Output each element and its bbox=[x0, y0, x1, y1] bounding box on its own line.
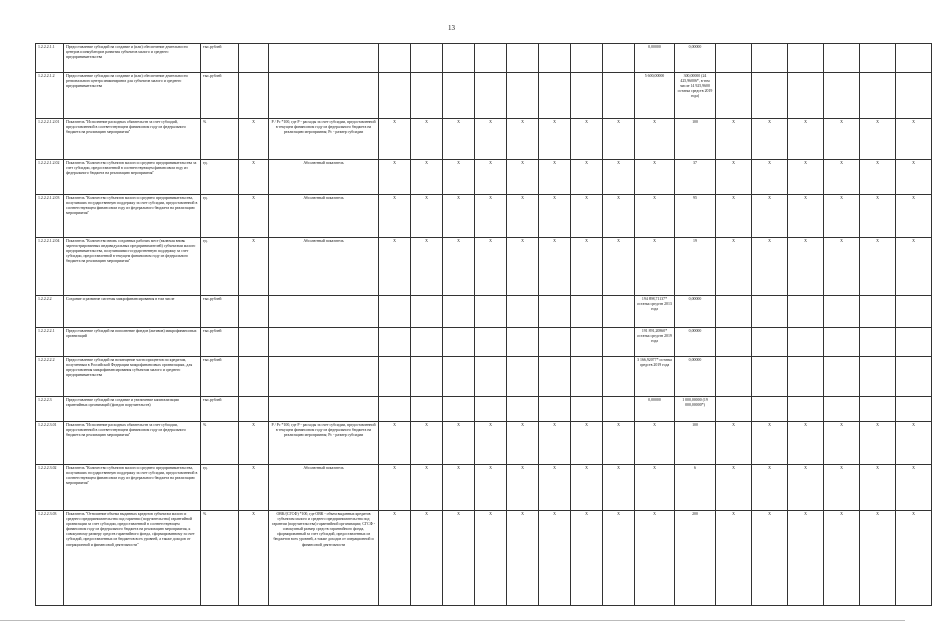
row-mark-cell: X bbox=[411, 465, 443, 511]
row-code-cell: 1.2.2.2.1.2 bbox=[36, 73, 64, 119]
row-mark-cell: X bbox=[507, 511, 539, 606]
table-row bbox=[36, 397, 932, 422]
row-mark-cell bbox=[539, 296, 571, 328]
row-mark-cell: X bbox=[716, 511, 752, 606]
row-mark-cell bbox=[539, 357, 571, 397]
row-mark-cell bbox=[539, 328, 571, 357]
row-value-2019-cell: X bbox=[635, 195, 675, 238]
row-value-2020-cell: 100 bbox=[675, 422, 716, 465]
row-mark-cell: X bbox=[571, 119, 603, 160]
row-mark-cell: X bbox=[239, 195, 269, 238]
row-name-cell: Предоставление субсидий на создание и (или) обеспечение деятельности центров и инкубаторов развития субъектов малого и среднего предпринимательства bbox=[64, 44, 201, 73]
row-value-2020-cell: 19 bbox=[675, 238, 716, 296]
row-mark-cell bbox=[443, 397, 475, 422]
row-mark-cell bbox=[603, 44, 635, 73]
row-mark-cell bbox=[824, 328, 860, 357]
row-code-cell: 1.2.2.2.3 bbox=[36, 397, 64, 422]
table-row bbox=[36, 73, 932, 119]
row-value-2020-cell: 0,00000 bbox=[675, 328, 716, 357]
row-mark-cell bbox=[716, 397, 752, 422]
row-name-cell: Показатель "Количество субъектов малого и среднего предпринимательства за счет субсидии, предоставленной в соответствующем финансовом году из федерального бюджета на реализацию мероприятия" bbox=[64, 160, 201, 195]
row-value-2020-cell: 200 bbox=[675, 511, 716, 606]
row-mark-cell: X bbox=[539, 160, 571, 195]
row-mark-cell bbox=[860, 296, 896, 328]
row-mark-cell: X bbox=[539, 465, 571, 511]
row-mark-cell bbox=[896, 73, 932, 119]
scan-edge-line bbox=[0, 620, 905, 621]
table-row bbox=[36, 238, 932, 296]
row-code-cell: 1.2.2.2.1.1 bbox=[36, 44, 64, 73]
row-mark-cell: X bbox=[603, 160, 635, 195]
row-mark-cell: X bbox=[788, 238, 824, 296]
row-unit-cell: % bbox=[201, 511, 239, 606]
row-unit-cell: тыс.рублей bbox=[201, 357, 239, 397]
row-mark-cell: X bbox=[443, 160, 475, 195]
row-mark-cell bbox=[379, 44, 411, 73]
row-value-2020-cell: 1 000,00000 (19 000,00000*) bbox=[675, 397, 716, 422]
row-mark-cell bbox=[860, 328, 896, 357]
row-formula-cell: Р / Рс *100, где Р - расходы за счет субсидии, предоставленной в текущем финансовом году из федерального бюджета на реализацию мероприятия; Рс - размер субсидии bbox=[269, 119, 379, 160]
row-mark-cell bbox=[603, 357, 635, 397]
row-value-2019-cell: X bbox=[635, 422, 675, 465]
row-mark-cell: X bbox=[411, 422, 443, 465]
row-mark-cell: X bbox=[539, 422, 571, 465]
row-mark-cell bbox=[896, 44, 932, 73]
row-mark-cell bbox=[475, 73, 507, 119]
row-mark-cell bbox=[824, 397, 860, 422]
row-mark-cell bbox=[571, 397, 603, 422]
row-mark-cell: X bbox=[507, 119, 539, 160]
row-unit-cell: тыс.рублей bbox=[201, 44, 239, 73]
row-mark-cell bbox=[716, 357, 752, 397]
row-mark-cell: X bbox=[475, 119, 507, 160]
row-code-cell: 1.2.2.2.3.02 bbox=[36, 465, 64, 511]
row-mark-cell bbox=[824, 357, 860, 397]
row-formula-cell bbox=[269, 44, 379, 73]
row-mark-cell: X bbox=[379, 160, 411, 195]
row-value-2019-cell: 191 891,20860* остатка средств 2019 года bbox=[635, 328, 675, 357]
row-mark-cell bbox=[571, 296, 603, 328]
row-mark-cell: X bbox=[475, 160, 507, 195]
row-mark-cell: X bbox=[860, 238, 896, 296]
table-row bbox=[36, 195, 932, 238]
row-code-cell: 1.2.2.2.2.2 bbox=[36, 357, 64, 397]
row-mark-cell bbox=[379, 397, 411, 422]
row-name-cell: Создание и развитие системы микрофинансирования в том числе bbox=[64, 296, 201, 328]
row-name-cell: Предоставление субсидии на создание и (или) обеспечение деятельности регионального центра инжиниринга для субъектов малого и среднего предпринимательства bbox=[64, 73, 201, 119]
row-mark-cell: X bbox=[860, 195, 896, 238]
row-name-cell: Показатель "Количество субъектов малого и среднего предпринимательства, получивших государственную поддержку за счет субсидии, предоставленной в соответствующем финансовом году из федерального бюджета на реализацию мероприятия" bbox=[64, 465, 201, 511]
row-mark-cell bbox=[603, 397, 635, 422]
row-mark-cell bbox=[896, 296, 932, 328]
row-mark-cell: X bbox=[603, 238, 635, 296]
row-mark-cell: X bbox=[824, 195, 860, 238]
row-mark-cell bbox=[788, 328, 824, 357]
row-mark-cell bbox=[716, 328, 752, 357]
row-value-2019-cell: X bbox=[635, 465, 675, 511]
row-mark-cell bbox=[239, 44, 269, 73]
program-table bbox=[35, 43, 932, 606]
row-mark-cell: X bbox=[443, 238, 475, 296]
row-mark-cell: X bbox=[507, 422, 539, 465]
row-value-2020-cell: 0,00000 bbox=[675, 357, 716, 397]
row-mark-cell: X bbox=[475, 465, 507, 511]
row-code-cell: 1.2.2.2.1.2.04 bbox=[36, 238, 64, 296]
row-mark-cell: X bbox=[443, 422, 475, 465]
row-name-cell: Показатель "Количество вновь созданных рабочих мест (включая вновь зарегистрированных индивидуальных предпринимателей) субъектами малого предпринимательства, получившими государственную поддержку за счет субсидии, предоставленной в текущем финансовом году из федерального бюджета на реализацию мероприятия" bbox=[64, 238, 201, 296]
row-mark-cell: X bbox=[443, 511, 475, 606]
row-mark-cell: X bbox=[752, 511, 788, 606]
row-mark-cell: X bbox=[379, 195, 411, 238]
row-unit-cell: тыс.рублей bbox=[201, 296, 239, 328]
row-mark-cell: X bbox=[716, 422, 752, 465]
row-mark-cell: X bbox=[752, 119, 788, 160]
row-mark-cell bbox=[379, 296, 411, 328]
row-mark-cell: X bbox=[603, 119, 635, 160]
row-mark-cell bbox=[824, 44, 860, 73]
row-mark-cell: X bbox=[571, 511, 603, 606]
row-mark-cell bbox=[752, 328, 788, 357]
row-mark-cell: X bbox=[788, 465, 824, 511]
table-row bbox=[36, 160, 932, 195]
row-mark-cell bbox=[539, 44, 571, 73]
row-mark-cell: X bbox=[896, 160, 932, 195]
row-mark-cell bbox=[443, 328, 475, 357]
table-row bbox=[36, 328, 932, 357]
row-mark-cell bbox=[716, 44, 752, 73]
row-mark-cell: X bbox=[824, 160, 860, 195]
table-row bbox=[36, 44, 932, 73]
row-mark-cell bbox=[239, 296, 269, 328]
row-mark-cell bbox=[752, 296, 788, 328]
row-mark-cell bbox=[752, 397, 788, 422]
row-mark-cell: X bbox=[239, 465, 269, 511]
row-mark-cell bbox=[379, 73, 411, 119]
row-mark-cell bbox=[239, 397, 269, 422]
row-mark-cell bbox=[539, 73, 571, 119]
row-mark-cell: X bbox=[539, 119, 571, 160]
row-mark-cell bbox=[379, 357, 411, 397]
row-mark-cell: X bbox=[443, 119, 475, 160]
row-mark-cell bbox=[716, 296, 752, 328]
row-mark-cell bbox=[824, 296, 860, 328]
row-mark-cell: X bbox=[752, 465, 788, 511]
row-value-2020-cell: 95 bbox=[675, 195, 716, 238]
row-formula-cell: Абсолютный показатель bbox=[269, 465, 379, 511]
row-mark-cell bbox=[507, 328, 539, 357]
row-mark-cell: X bbox=[896, 119, 932, 160]
row-mark-cell bbox=[443, 296, 475, 328]
row-mark-cell bbox=[411, 357, 443, 397]
row-mark-cell: X bbox=[475, 238, 507, 296]
row-name-cell: Предоставление субсидий на создание и увеличение капитализации гарантийных организаций (фондов поручительств) bbox=[64, 397, 201, 422]
row-mark-cell: X bbox=[571, 238, 603, 296]
row-unit-cell: ед. bbox=[201, 465, 239, 511]
row-mark-cell bbox=[411, 296, 443, 328]
row-mark-cell: X bbox=[788, 422, 824, 465]
row-value-2019-cell: 194 898,71137* остатка средств 2013 года bbox=[635, 296, 675, 328]
row-value-2019-cell: X bbox=[635, 119, 675, 160]
row-mark-cell bbox=[539, 397, 571, 422]
row-mark-cell bbox=[411, 328, 443, 357]
row-mark-cell: X bbox=[716, 119, 752, 160]
row-value-2019-cell: 5 600,00000 bbox=[635, 73, 675, 119]
row-mark-cell: X bbox=[239, 511, 269, 606]
row-mark-cell: X bbox=[860, 160, 896, 195]
row-mark-cell bbox=[860, 357, 896, 397]
row-mark-cell: X bbox=[379, 422, 411, 465]
row-unit-cell: тыс.рублей bbox=[201, 328, 239, 357]
row-mark-cell: X bbox=[239, 422, 269, 465]
row-formula-cell: Абсолютный показатель bbox=[269, 238, 379, 296]
row-unit-cell: ед. bbox=[201, 238, 239, 296]
row-name-cell: Показатель "Исполнение расходных обязательств за счет субсидии, предоставленной в соответствующем финансовом году из федерального бюджета на реализацию мероприятия" bbox=[64, 422, 201, 465]
row-formula-cell bbox=[269, 397, 379, 422]
row-mark-cell bbox=[788, 296, 824, 328]
row-code-cell: 1.2.2.2.3.03 bbox=[36, 511, 64, 606]
row-mark-cell: X bbox=[716, 195, 752, 238]
row-mark-cell bbox=[239, 73, 269, 119]
row-mark-cell bbox=[239, 328, 269, 357]
row-mark-cell: X bbox=[411, 511, 443, 606]
row-mark-cell bbox=[860, 73, 896, 119]
row-mark-cell: X bbox=[716, 238, 752, 296]
row-mark-cell: X bbox=[860, 422, 896, 465]
row-mark-cell: X bbox=[239, 160, 269, 195]
row-code-cell: 1.2.2.2.1.2.03 bbox=[36, 195, 64, 238]
row-mark-cell: X bbox=[752, 422, 788, 465]
row-value-2019-cell: 0,00000 bbox=[635, 44, 675, 73]
table-row bbox=[36, 465, 932, 511]
row-formula-cell bbox=[269, 328, 379, 357]
row-mark-cell: X bbox=[411, 195, 443, 238]
row-mark-cell bbox=[571, 328, 603, 357]
row-mark-cell: X bbox=[752, 195, 788, 238]
row-mark-cell: X bbox=[603, 422, 635, 465]
row-formula-cell: Абсолютный показатель bbox=[269, 160, 379, 195]
row-value-2020-cell: 300,00000 (24 425,96006*, в том числе 14 925,9600 остатка средств 2019 года) bbox=[675, 73, 716, 119]
row-formula-cell: Р / Рс *100, где Р - расходы за счет субсидии, предоставленной в текущем финансовом году из федерального бюджета на реализацию мероприятия; Рс - размер субсидии bbox=[269, 422, 379, 465]
row-mark-cell: X bbox=[860, 119, 896, 160]
row-mark-cell bbox=[752, 44, 788, 73]
row-mark-cell bbox=[475, 397, 507, 422]
row-mark-cell bbox=[443, 44, 475, 73]
row-mark-cell: X bbox=[896, 465, 932, 511]
table-row bbox=[36, 422, 932, 465]
row-unit-cell: % bbox=[201, 119, 239, 160]
row-mark-cell: X bbox=[896, 511, 932, 606]
row-mark-cell bbox=[475, 357, 507, 397]
row-mark-cell: X bbox=[824, 238, 860, 296]
row-mark-cell bbox=[716, 73, 752, 119]
row-value-2019-cell: X bbox=[635, 238, 675, 296]
row-unit-cell: ед. bbox=[201, 160, 239, 195]
table-row bbox=[36, 357, 932, 397]
row-mark-cell bbox=[571, 73, 603, 119]
row-name-cell: Показатель "Отношение объема выданных кредитов субъектам малого и среднего предпринимательства под гарантии (поручительства) гарантийной организации за счет субсидии, предоставленной в соответствующем финансовом году из федерального бюджета на реализацию мероприятия, к совокупному размеру средств гарантийного фонда, сформированному за счет субсидий, предоставленных из бюджетов всех уровней, а также доходов от операционной и финансовой деятельности" bbox=[64, 511, 201, 606]
row-mark-cell: X bbox=[860, 511, 896, 606]
row-mark-cell: X bbox=[475, 422, 507, 465]
row-value-2020-cell: 0,00000 bbox=[675, 44, 716, 73]
row-mark-cell bbox=[507, 357, 539, 397]
row-name-cell: Показатель "Исполнение расходных обязательств за счет субсидий, предоставленной в соответствующем финансовом году из федерального бюджета на реализацию мероприятия" bbox=[64, 119, 201, 160]
row-mark-cell: X bbox=[411, 238, 443, 296]
row-mark-cell bbox=[507, 397, 539, 422]
row-formula-cell bbox=[269, 357, 379, 397]
row-mark-cell bbox=[788, 357, 824, 397]
row-mark-cell: X bbox=[411, 119, 443, 160]
row-mark-cell: X bbox=[571, 160, 603, 195]
row-mark-cell bbox=[603, 296, 635, 328]
row-mark-cell: X bbox=[716, 160, 752, 195]
row-mark-cell: X bbox=[824, 465, 860, 511]
row-mark-cell: X bbox=[896, 238, 932, 296]
row-mark-cell: X bbox=[752, 160, 788, 195]
row-mark-cell: X bbox=[539, 511, 571, 606]
row-mark-cell bbox=[896, 328, 932, 357]
row-mark-cell: X bbox=[475, 511, 507, 606]
row-unit-cell: тыс.рублей bbox=[201, 73, 239, 119]
row-value-2019-cell: X bbox=[635, 160, 675, 195]
row-mark-cell: X bbox=[379, 238, 411, 296]
row-mark-cell: X bbox=[824, 422, 860, 465]
row-mark-cell bbox=[752, 357, 788, 397]
row-mark-cell bbox=[896, 397, 932, 422]
row-mark-cell bbox=[788, 73, 824, 119]
row-formula-cell: Абсолютный показатель bbox=[269, 195, 379, 238]
row-mark-cell: X bbox=[539, 238, 571, 296]
row-value-2020-cell: 37 bbox=[675, 160, 716, 195]
table-row bbox=[36, 296, 932, 328]
row-mark-cell: X bbox=[788, 119, 824, 160]
row-code-cell: 1.2.2.2.2 bbox=[36, 296, 64, 328]
row-mark-cell: X bbox=[475, 195, 507, 238]
row-mark-cell: X bbox=[507, 195, 539, 238]
row-mark-cell bbox=[411, 397, 443, 422]
row-mark-cell: X bbox=[788, 511, 824, 606]
row-formula-cell bbox=[269, 73, 379, 119]
row-name-cell: Предоставление субсидий на пополнение фондов (активов) микрофинансовых организаций bbox=[64, 328, 201, 357]
row-formula-cell: ОВК/(СГСФ) *100, где ОВК - объем выданных кредитов субъектам малого и среднего предпринимательства под гарантии (поручительства) гарантийной организации; СГСФ - совокупный размер средств гарантийного фонда, сформированный за счет субсидий, предоставленных из бюджетов всех уровней, а также доходов от операционной и финансовой деятельности bbox=[269, 511, 379, 606]
row-value-2019-cell: 0,00000 bbox=[635, 397, 675, 422]
row-mark-cell: X bbox=[411, 160, 443, 195]
row-formula-cell bbox=[269, 296, 379, 328]
row-mark-cell bbox=[475, 44, 507, 73]
row-code-cell: 1.2.2.2.2.1 bbox=[36, 328, 64, 357]
row-mark-cell: X bbox=[507, 160, 539, 195]
row-mark-cell: X bbox=[507, 238, 539, 296]
row-mark-cell bbox=[507, 296, 539, 328]
row-mark-cell: X bbox=[788, 195, 824, 238]
row-unit-cell: ед. bbox=[201, 195, 239, 238]
row-unit-cell: тыс.рублей bbox=[201, 397, 239, 422]
row-mark-cell bbox=[443, 357, 475, 397]
row-mark-cell bbox=[507, 73, 539, 119]
row-value-2020-cell: 6 bbox=[675, 465, 716, 511]
row-mark-cell bbox=[571, 44, 603, 73]
row-mark-cell: X bbox=[860, 465, 896, 511]
row-mark-cell: X bbox=[716, 465, 752, 511]
row-unit-cell: % bbox=[201, 422, 239, 465]
row-mark-cell bbox=[411, 73, 443, 119]
row-mark-cell bbox=[788, 44, 824, 73]
row-mark-cell bbox=[475, 328, 507, 357]
row-value-2020-cell: 100 bbox=[675, 119, 716, 160]
row-mark-cell bbox=[860, 397, 896, 422]
row-mark-cell bbox=[411, 44, 443, 73]
row-mark-cell: X bbox=[603, 511, 635, 606]
row-mark-cell bbox=[860, 44, 896, 73]
row-mark-cell bbox=[603, 73, 635, 119]
row-mark-cell bbox=[896, 357, 932, 397]
row-mark-cell: X bbox=[896, 195, 932, 238]
row-mark-cell: X bbox=[379, 511, 411, 606]
row-mark-cell: X bbox=[507, 465, 539, 511]
row-mark-cell: X bbox=[443, 195, 475, 238]
row-mark-cell bbox=[824, 73, 860, 119]
row-mark-cell: X bbox=[571, 422, 603, 465]
row-mark-cell: X bbox=[752, 238, 788, 296]
row-mark-cell: X bbox=[603, 195, 635, 238]
row-mark-cell bbox=[443, 73, 475, 119]
row-code-cell: 1.2.2.2.3.01 bbox=[36, 422, 64, 465]
row-name-cell: Предоставление субсидий на возмещение части процентов по кредитам, полученным в Российской Федерации микрофинансовых организациях, для предоставления микрофинансирования субъектам малого и среднего предпринимательства bbox=[64, 357, 201, 397]
row-mark-cell bbox=[788, 397, 824, 422]
row-mark-cell: X bbox=[788, 160, 824, 195]
row-mark-cell bbox=[379, 328, 411, 357]
table-row bbox=[36, 119, 932, 160]
row-mark-cell: X bbox=[239, 119, 269, 160]
page-number: 13 bbox=[448, 24, 455, 32]
row-mark-cell bbox=[475, 296, 507, 328]
row-mark-cell: X bbox=[824, 119, 860, 160]
row-mark-cell: X bbox=[824, 511, 860, 606]
row-mark-cell: X bbox=[379, 119, 411, 160]
row-mark-cell bbox=[752, 73, 788, 119]
row-value-2019-cell: X bbox=[635, 511, 675, 606]
row-value-2020-cell: 0,00000 bbox=[675, 296, 716, 328]
row-mark-cell: X bbox=[603, 465, 635, 511]
row-mark-cell: X bbox=[571, 465, 603, 511]
table-row bbox=[36, 511, 932, 606]
row-mark-cell: X bbox=[379, 465, 411, 511]
row-code-cell: 1.2.2.2.1.2.02 bbox=[36, 160, 64, 195]
row-mark-cell: X bbox=[239, 238, 269, 296]
row-code-cell: 1.2.2.2.1.2.01 bbox=[36, 119, 64, 160]
row-mark-cell bbox=[239, 357, 269, 397]
row-name-cell: Показатель "Количество субъектов малого и среднего предпринимательства, получивших государственную поддержку за счет субсидии, предоставленной в соответствующем финансовом году из федерального бюджета на реализацию мероприятия" bbox=[64, 195, 201, 238]
row-mark-cell: X bbox=[896, 422, 932, 465]
row-mark-cell bbox=[507, 44, 539, 73]
row-mark-cell bbox=[603, 328, 635, 357]
row-mark-cell: X bbox=[539, 195, 571, 238]
row-mark-cell: X bbox=[443, 465, 475, 511]
row-mark-cell bbox=[571, 357, 603, 397]
row-value-2019-cell: 3 166,92077* остатка средств 2019 года bbox=[635, 357, 675, 397]
row-mark-cell: X bbox=[571, 195, 603, 238]
